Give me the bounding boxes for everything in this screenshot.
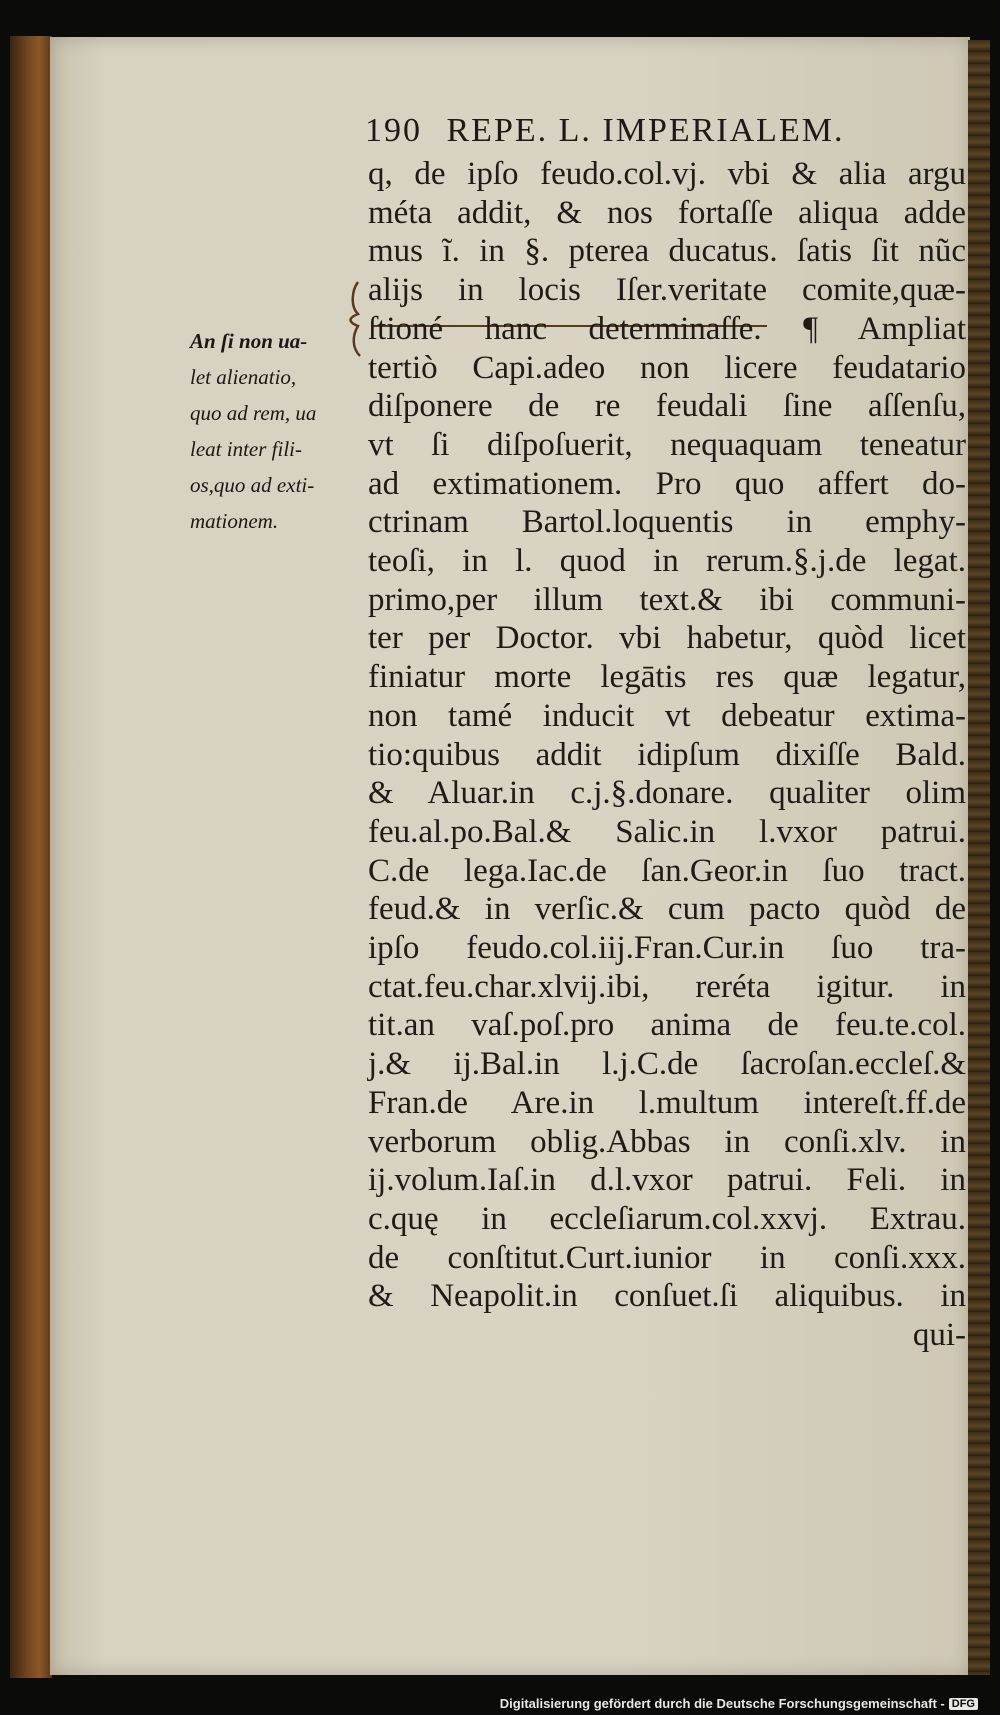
text-line: non tamé inducit vt debeatur extima- [368, 697, 966, 734]
text-line: tio:quibus addit idipſum dixiſſe Bald. [368, 736, 966, 773]
marginal-line: An ſi non ua- [190, 329, 308, 353]
text-line: ad extimationem. Pro quo affert do- [368, 465, 966, 502]
marginal-line: quo ad rem, ua [190, 401, 317, 425]
marginal-note [190, 323, 360, 539]
digitization-credit [500, 1696, 978, 1711]
dfg-logo: DFG [949, 1698, 978, 1710]
text-line: ctat.feu.char.xlvij.ibi, reréta igitur. in [368, 968, 966, 1005]
text-line: verborum oblig.Abbas in conſi.xlv. in [368, 1123, 966, 1160]
text-line: mus ĩ. in §. pterea ducatus. ſatis ſit nũc [368, 233, 966, 270]
marginal-line: leat inter fili- [190, 437, 302, 461]
text-line: de conſtitut.Curt.iunior in conſi.xxx. [368, 1239, 966, 1276]
text-line: ij.volum.Iaſ.in d.l.vxor patrui. Feli. in [368, 1162, 966, 1199]
text-line: ſtioné hanc determinaſſe. ¶ Ampliat [368, 310, 966, 347]
text-line: primo,per illum text.& ibi communi- [368, 581, 966, 618]
text-line: & Neapolit.in conſuet.ſi aliquibus. in [368, 1278, 966, 1315]
text-line: c.quę in eccleſiarum.col.xxvj. Extrau. [368, 1200, 966, 1237]
text-line: j.& ij.Bal.in l.j.C.de ſacroſan.eccleſ.& [368, 1046, 966, 1083]
text-line: ipſo feudo.col.iij.Fran.Cur.in ſuo tra- [368, 930, 966, 967]
text-line: méta addit, & nos fortaſſe aliqua adde [368, 194, 966, 231]
text-line: q, de ipſo feudo.col.vj. vbi & alia argu [368, 156, 966, 192]
main-text-column [368, 155, 966, 1355]
running-title: REPE. L. IMPERIALEM. [446, 112, 845, 149]
text-line: feud.& in verſic.& cum pacto quòd de [368, 891, 966, 928]
folio-number: 190 [365, 112, 422, 149]
credit-text: Digitalisierung gefördert durch die Deutsche Forschungsgemeinschaft - [499, 1696, 945, 1711]
text-line: C.de lega.Iac.de ſan.Geor.in ſuo tract. [368, 852, 966, 889]
text-line: finiatur morte legātis res quæ legatur, [368, 659, 966, 696]
marginal-line: mationem. [190, 509, 279, 533]
book-binding [10, 36, 52, 1678]
running-header [365, 112, 844, 150]
text-line: diſponere de re feudali ſine aſſenſu, [368, 388, 966, 425]
text-line: ctrinam Bartol.loquentis in emphy- [368, 504, 966, 541]
text-line: & Aluar.in c.j.§.donare. qualiter olim [368, 775, 966, 812]
text-line: vt ſi diſpoſuerit, nequaquam teneatur [368, 426, 966, 463]
text-line: Fran.de Are.in l.multum intereſt.ff.de [368, 1084, 966, 1121]
marginal-line: let alienatio, [190, 365, 297, 389]
marginal-line: os,quo ad exti- [190, 473, 315, 497]
text-line: tit.an vaſ.poſ.pro anima de feu.te.col. [368, 1007, 966, 1044]
page-edge [968, 40, 990, 1675]
text-line: teoſi, in l. quod in rerum.§.j.de legat. [368, 543, 966, 580]
text-line: feu.al.po.Bal.& Salic.in l.vxor patrui. [368, 813, 966, 850]
text-line: alijs in locis Iſer.veritate comite,quæ- [368, 272, 966, 309]
catchword: qui- [912, 1317, 966, 1354]
text-line: ter per Doctor. vbi habetur, quòd licet [368, 620, 966, 657]
text-line: tertiò Capi.adeo non licere feudatario [368, 349, 966, 386]
